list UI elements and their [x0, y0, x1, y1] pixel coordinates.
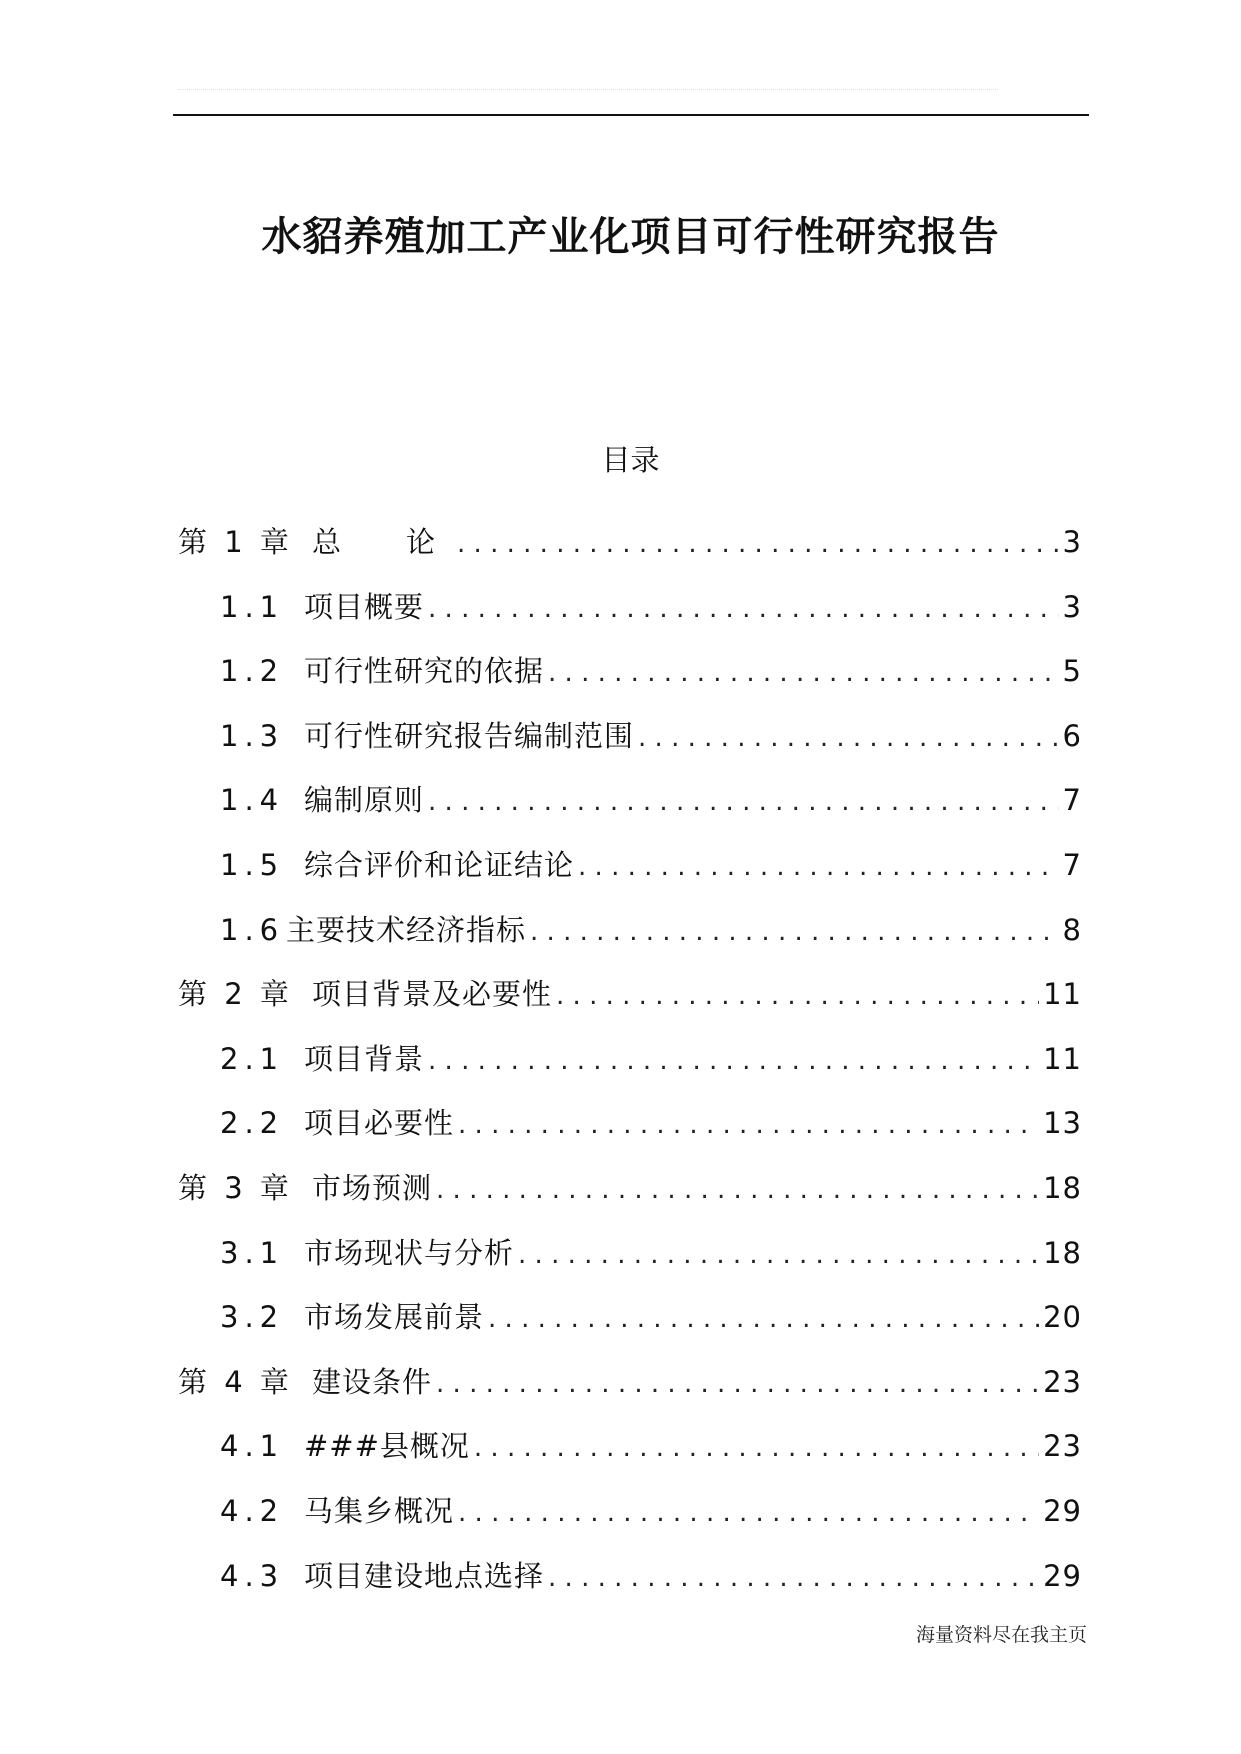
toc-entry-number: 第 2 章	[178, 977, 293, 1012]
toc-entry-label: 项目建设地点选择	[304, 1558, 545, 1593]
toc-entry-number: 第 4 章	[178, 1364, 293, 1399]
toc-leader-dots	[436, 1352, 1039, 1417]
toc-entry-1-6[interactable]	[178, 898, 1082, 963]
toc-entry-page: 6	[1062, 718, 1082, 753]
toc-entry-1-2[interactable]	[178, 639, 1082, 704]
toc-entry-page: 18	[1043, 1235, 1082, 1270]
toc-leader-dots	[548, 641, 1059, 706]
toc-entry-3-1[interactable]	[178, 1221, 1082, 1286]
toc-entry-label: 编制原则	[304, 783, 425, 818]
toc-entry-4-1[interactable]	[178, 1414, 1082, 1479]
toc-entry-page: 3	[1062, 589, 1082, 624]
toc-entry-1-3[interactable]	[178, 704, 1082, 769]
toc-entry-2-1[interactable]	[178, 1027, 1082, 1092]
toc-entry-chapter-1[interactable]	[178, 510, 1082, 575]
toc-entry-page: 11	[1043, 1041, 1082, 1076]
toc-entry-chapter-3[interactable]	[178, 1156, 1082, 1221]
toc-leader-dots	[458, 1481, 1039, 1546]
toc-heading: 目录	[601, 443, 660, 477]
toc-entry-label: 综合评价和论证结论	[304, 847, 575, 882]
toc-leader-dots	[474, 1416, 1039, 1481]
toc-entry-page: 18	[1043, 1170, 1082, 1205]
toc-entry-label: 项目必要性	[304, 1106, 455, 1141]
toc-entry-number: 1.1	[220, 589, 285, 624]
toc-entry-page: 23	[1043, 1429, 1082, 1464]
toc-leader-dots	[638, 706, 1059, 771]
toc-leader-dots	[428, 1029, 1039, 1094]
toc-leader-dots	[488, 1287, 1039, 1352]
toc-entry-page: 3	[1062, 525, 1082, 559]
document-title: 水貂养殖加工产业化项目可行性研究报告	[261, 214, 1000, 260]
toc-entry-4-3[interactable]	[178, 1544, 1082, 1609]
toc-entry-label: 马集乡概况	[304, 1493, 455, 1528]
toc-leader-dots	[458, 1093, 1039, 1158]
toc-entry-label: 市场发展前景	[304, 1300, 485, 1335]
toc-leader-dots	[428, 577, 1059, 642]
toc-entry-number: 4.3	[220, 1558, 285, 1593]
toc-entry-page: 7	[1062, 783, 1082, 818]
toc-entry-1-1[interactable]	[178, 575, 1082, 640]
toc-leader-dots	[578, 835, 1059, 900]
toc-entry-label: ###县概况	[304, 1429, 470, 1464]
toc-leader-dots	[530, 900, 1059, 965]
toc-entry-1-5[interactable]	[178, 833, 1082, 898]
footer-note: 海量资料尽在我主页	[915, 1624, 1087, 1646]
toc-entry-chapter-2[interactable]	[178, 962, 1082, 1027]
toc-entry-number: 4.1	[220, 1429, 285, 1464]
toc-entry-4-2[interactable]	[178, 1479, 1082, 1544]
toc-entry-page: 11	[1043, 977, 1082, 1012]
header-rule	[173, 114, 1089, 116]
toc-entry-page: 29	[1043, 1558, 1082, 1593]
toc-entry-number: 1.2	[220, 654, 285, 689]
toc-entry-label: 项目概要	[304, 589, 425, 624]
toc-leader-dots	[518, 1223, 1039, 1288]
toc-entry-label: 市场预测	[312, 1170, 433, 1205]
toc-entry-page: 7	[1062, 847, 1082, 882]
toc-entry-1-4[interactable]	[178, 768, 1082, 833]
toc-entry-label: 可行性研究报告编制范围	[304, 718, 635, 753]
toc-entry-page: 8	[1062, 912, 1082, 947]
toc-entry-label: 建设条件	[312, 1364, 433, 1399]
toc-entry-label: 项目背景及必要性	[312, 977, 553, 1012]
toc-entry-label: 项目背景	[304, 1041, 425, 1076]
toc-entry-label: 总 论	[312, 525, 454, 559]
toc-entry-2-2[interactable]	[178, 1091, 1082, 1156]
toc-entry-number: 2.2	[220, 1106, 285, 1141]
toc-leader-dots	[548, 1546, 1039, 1611]
header-dotted-line	[178, 89, 998, 90]
toc-entry-number: 1.6	[220, 912, 285, 947]
toc-entry-page: 20	[1043, 1300, 1082, 1335]
toc-entry-chapter-4[interactable]	[178, 1350, 1082, 1415]
table-of-contents	[178, 510, 1082, 1608]
toc-leader-dots	[457, 512, 1059, 577]
toc-leader-dots	[436, 1158, 1039, 1223]
toc-entry-page: 23	[1043, 1364, 1082, 1399]
toc-entry-label: 可行性研究的依据	[304, 654, 545, 689]
toc-entry-number: 4.2	[220, 1493, 285, 1528]
toc-entry-3-2[interactable]	[178, 1285, 1082, 1350]
toc-leader-dots	[556, 964, 1039, 1029]
toc-entry-number: 1.5	[220, 847, 285, 882]
toc-entry-number: 1.4	[220, 783, 285, 818]
toc-entry-page: 29	[1043, 1493, 1082, 1528]
toc-entry-label: 主要技术经济指标	[286, 912, 527, 947]
toc-entry-number: 第 3 章	[178, 1170, 293, 1205]
toc-entry-number: 3.1	[220, 1235, 285, 1270]
toc-entry-label: 市场现状与分析	[304, 1235, 515, 1270]
toc-entry-page: 5	[1062, 654, 1082, 689]
toc-leader-dots	[428, 770, 1059, 835]
toc-entry-number: 3.2	[220, 1300, 285, 1335]
toc-entry-page: 13	[1043, 1106, 1082, 1141]
toc-entry-number: 1.3	[220, 718, 285, 753]
toc-entry-number: 2.1	[220, 1041, 285, 1076]
toc-entry-number: 第 1 章	[178, 525, 293, 559]
